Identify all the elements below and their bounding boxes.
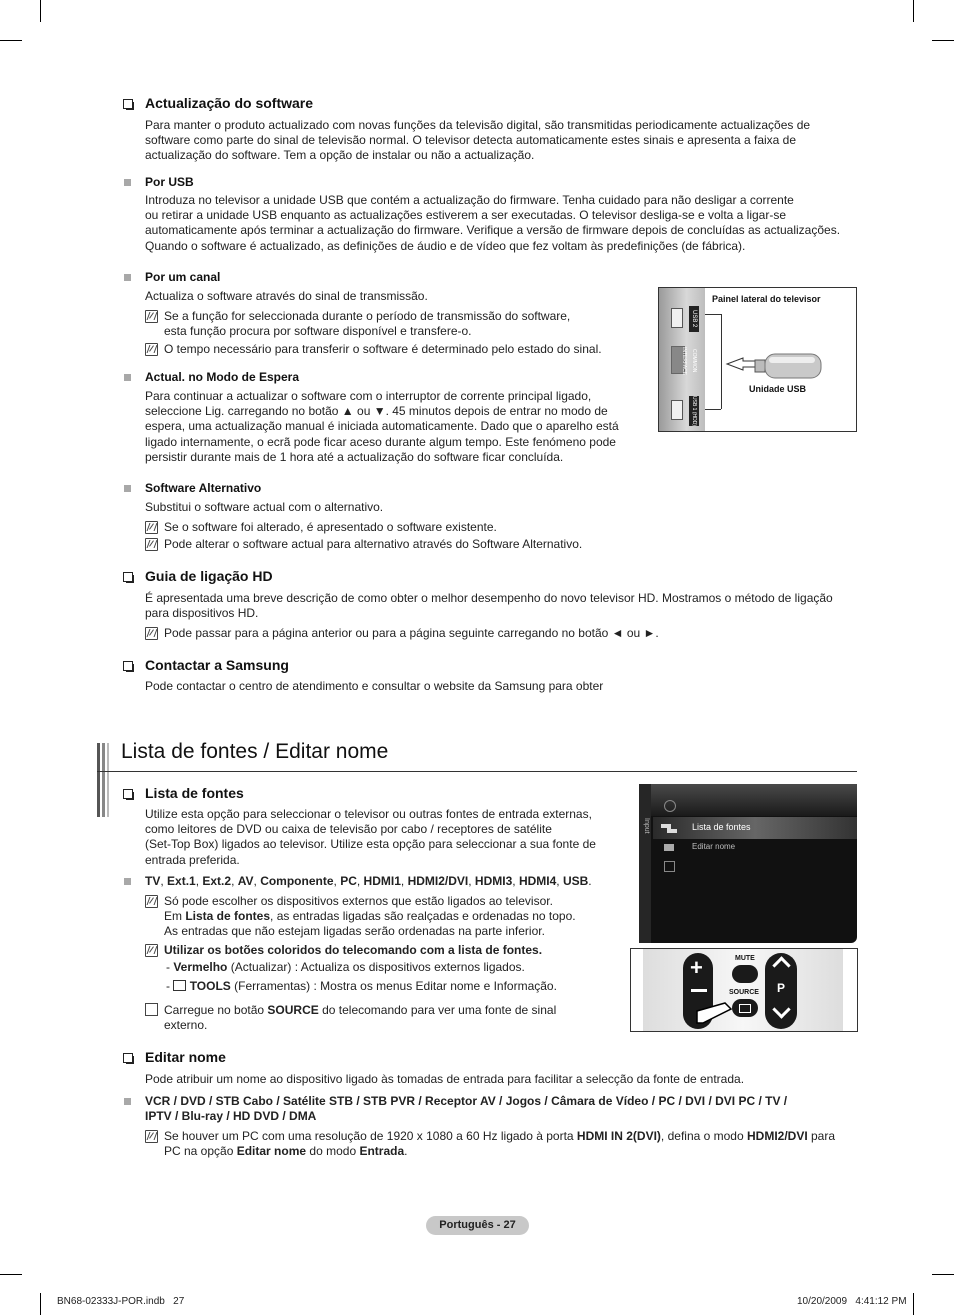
port-label: USB 1 (HDD)	[691, 396, 697, 427]
note-icon	[145, 343, 158, 356]
section-checkbox-icon	[123, 789, 133, 799]
note-icon	[145, 538, 158, 551]
crop-mark	[932, 1274, 954, 1275]
tools-icon	[173, 980, 186, 991]
software-update-intro: Para manter o produto actualizado com novas funções da televisão digital, são transmitidas periodicamente actualizações de software como parte do sinal de televisão normal. O televisor detecta automaticamente estes sinais e apresenta a faixa de actualização do software. Tem a opção de instalar ou não a actualização.	[145, 118, 811, 163]
usb-drive-icon	[725, 348, 825, 384]
edit-name-options: VCR / DVD / STB Cabo / Satélite STB / STB PVR / Receptor AV / Jogos / Câmara de Vídeo / PC / DVI / DVI PC / TV / IPTV / Blu-ray / HD DVD / DMA	[145, 1094, 788, 1124]
bullet-square-icon	[124, 374, 131, 381]
menu-item-source-list[interactable]: Lista de fontes	[692, 822, 751, 832]
leader-line	[705, 409, 721, 410]
section-checkbox-icon	[123, 572, 133, 582]
tools-item: - TOOLS (Ferramentas) : Mostra os menus Editar nome e Informação.	[166, 979, 557, 993]
section-title-contact: Contactar a Samsung	[145, 657, 289, 673]
note-icon	[145, 627, 158, 640]
channel-note-2: O tempo necessário para transferir o software é determinado pelo estado do sinal.	[164, 342, 602, 356]
source-icon	[739, 1004, 751, 1013]
menu-side-label: Input	[643, 818, 650, 834]
usb-port-icon	[671, 308, 683, 328]
menu-item-edit-name[interactable]: Editar nome	[692, 842, 736, 851]
crop-mark	[40, 1293, 41, 1315]
note-icon	[145, 521, 158, 534]
crop-mark	[913, 1293, 914, 1315]
edit-name-note: Se houver um PC com uma resolução de 1920 x 1080 a 60 Hz ligado à porta HDMI IN 2(DVI), defina o modo HDMI2/DVI para PC na opção Editar nome do modo Entrada.	[164, 1129, 836, 1159]
page-number-badge: Português - 27	[426, 1216, 529, 1235]
app-icon	[664, 844, 674, 851]
edit-name-text: Pode atribuir um nome ao dispositivo ligado às tomadas de entrada para facilitar a selecção da fonte de entrada.	[145, 1072, 745, 1086]
mute-label: MUTE	[735, 955, 755, 962]
subsection-title-channel: Por um canal	[145, 270, 221, 284]
bullet-square-icon	[124, 274, 131, 281]
section-title-software-update: Actualização do software	[145, 95, 314, 111]
picture-icon	[664, 800, 676, 812]
footer-date: 10/20/2009 4:41:12 PM	[797, 1296, 907, 1307]
port-label: COMMON INTERFACE	[681, 346, 697, 376]
tv-menu-screenshot	[639, 784, 857, 943]
channel-text: Actualiza o software através do sinal de transmissão.	[145, 289, 428, 303]
crop-mark	[0, 1274, 22, 1275]
usb-figure	[658, 287, 857, 432]
section-title-edit-name: Editar nome	[145, 1049, 226, 1065]
footer-file: BN68-02333J-POR.indb 27	[57, 1296, 185, 1307]
source-list-note-2: Utilizar os botões coloridos do telecomando com a lista de fontes.	[164, 943, 543, 957]
subsection-title-usb: Por USB	[145, 175, 194, 189]
bullet-square-icon	[124, 485, 131, 492]
channel-note-1: Se a função for seleccionada durante o período de transmissão do software, esta função procura por software disponível e transfere-o.	[164, 309, 571, 339]
usb-port-icon	[671, 400, 683, 420]
bullet-square-icon	[124, 1098, 131, 1105]
source-label: SOURCE	[729, 989, 759, 996]
crop-mark	[913, 0, 914, 22]
volume-down-icon	[691, 989, 707, 992]
chapter-bar	[107, 743, 109, 817]
source-list-note-3: Carregue no botão SOURCE do telecomando para ver uma fonte de sinal externo.	[164, 1003, 557, 1033]
chapter-title: Lista de fontes / Editar nome	[121, 740, 389, 763]
usb-text: Introduza no televisor a unidade USB que contém a actualização do firmware. Tenha cuidado para não desligar a corrente ou retirar a unidade USB enquanto as actualizações estiverem a ser executadas. O televisor desliga-se e volta a ligar-se automaticamente após terminar a actualização do firmware. Verifique a versão de firmware depois de concluídas as actualizações. Quando o software é actualizado, as definições de áudio e de vídeo que fez voltam às predefinições (de fábrica).	[145, 193, 841, 253]
chapter-rule	[97, 771, 857, 772]
alternative-note-2: Pode alterar o software actual para alternativo através do Software Alternativo.	[164, 537, 583, 551]
section-checkbox-icon	[123, 661, 133, 671]
channel-label: P	[777, 981, 786, 995]
note-icon	[145, 310, 158, 323]
bullet-square-icon	[124, 878, 131, 885]
pointer-arrow-icon	[695, 997, 735, 1027]
usb-drive-label: Unidade USB	[749, 384, 807, 394]
source-list-text: Utilize esta opção para seleccionar o televisor ou outras fontes de entrada externas, como leitores de DVD ou caixa de televisão por cabo / receptores de satélite (Set-Top Box) ligados ao televisor. Utilize esta opção para seleccionar a sua fonte de entrada preferida.	[145, 807, 596, 867]
crop-mark	[932, 40, 954, 41]
volume-up-icon: +	[690, 955, 703, 980]
note-icon	[145, 1130, 158, 1143]
mute-button[interactable]	[732, 965, 758, 983]
alternative-text: Substitui o software actual com o alternativo.	[145, 500, 384, 514]
leader-line	[705, 314, 721, 315]
crop-mark	[0, 40, 22, 41]
contact-text: Pode contactar o centro de atendimento e consultar o website da Samsung para obter	[145, 679, 604, 693]
section-title-source-list: Lista de fontes	[145, 785, 244, 801]
note-icon	[145, 895, 158, 908]
note-icon	[145, 944, 158, 957]
section-checkbox-icon	[123, 99, 133, 109]
remote-figure	[630, 948, 858, 1032]
leader-line	[721, 314, 722, 409]
port-label: USB 2	[689, 306, 699, 332]
source-list-note-1: Só pode escolher os dispositivos externos que estão ligados ao televisor. Em Lista de fontes, as entradas ligadas são realçadas e ordenadas no topo. As entradas que não estejam ligadas serão ordenadas na parte inferior.	[164, 894, 576, 939]
red-button-item: - Vermelho (Actualizar) : Actualiza os dispositivos externos ligados.	[166, 960, 525, 974]
menu-side-strip	[639, 784, 651, 943]
source-options: TV, Ext.1, Ext.2, AV, Componente, PC, HDMI1, HDMI2/DVI, HDMI3, HDMI4, USB.	[145, 874, 592, 888]
remote-note-icon	[145, 1003, 158, 1016]
support-icon	[664, 861, 675, 872]
chapter-bar	[102, 743, 105, 817]
standby-text: Para continuar a actualizar o software com o interruptor de corrente principal ligado, seleccione Lig. carregando no botão ▲ ou ▼. 45 minutos depois de entrar no modo de espera, uma actualização manual é iniciada automaticamente. Dado que o aparelho está ligado internamente, o ecrã pode ficar aceso durante algum tempo. Este fenómeno pode persistir durante mais de 1 hora até a actualização do software ficar concluída.	[145, 389, 619, 464]
subsection-title-alternative: Software Alternativo	[145, 481, 262, 495]
input-icon	[659, 821, 683, 835]
hd-guide-note: Pode passar para a página anterior ou para a página seguinte carregando no botão ◄ ou ►.	[164, 626, 659, 640]
section-checkbox-icon	[123, 1053, 133, 1063]
hd-guide-text: É apresentada uma breve descrição de como obter o melhor desempenho do novo televisor HD. Mostramos o método de ligação para dispositivos HD.	[145, 591, 833, 621]
bullet-square-icon	[124, 179, 131, 186]
chapter-bar	[97, 743, 100, 817]
menu-item-selected[interactable]	[653, 817, 857, 839]
panel-label: Painel lateral do televisor	[712, 294, 821, 304]
section-title-hd-guide: Guia de ligação HD	[145, 568, 273, 584]
subsection-title-standby: Actual. no Modo de Espera	[145, 370, 300, 384]
alternative-note-1: Se o software foi alterado, é apresentado o software existente.	[164, 520, 497, 534]
crop-mark	[40, 0, 41, 22]
